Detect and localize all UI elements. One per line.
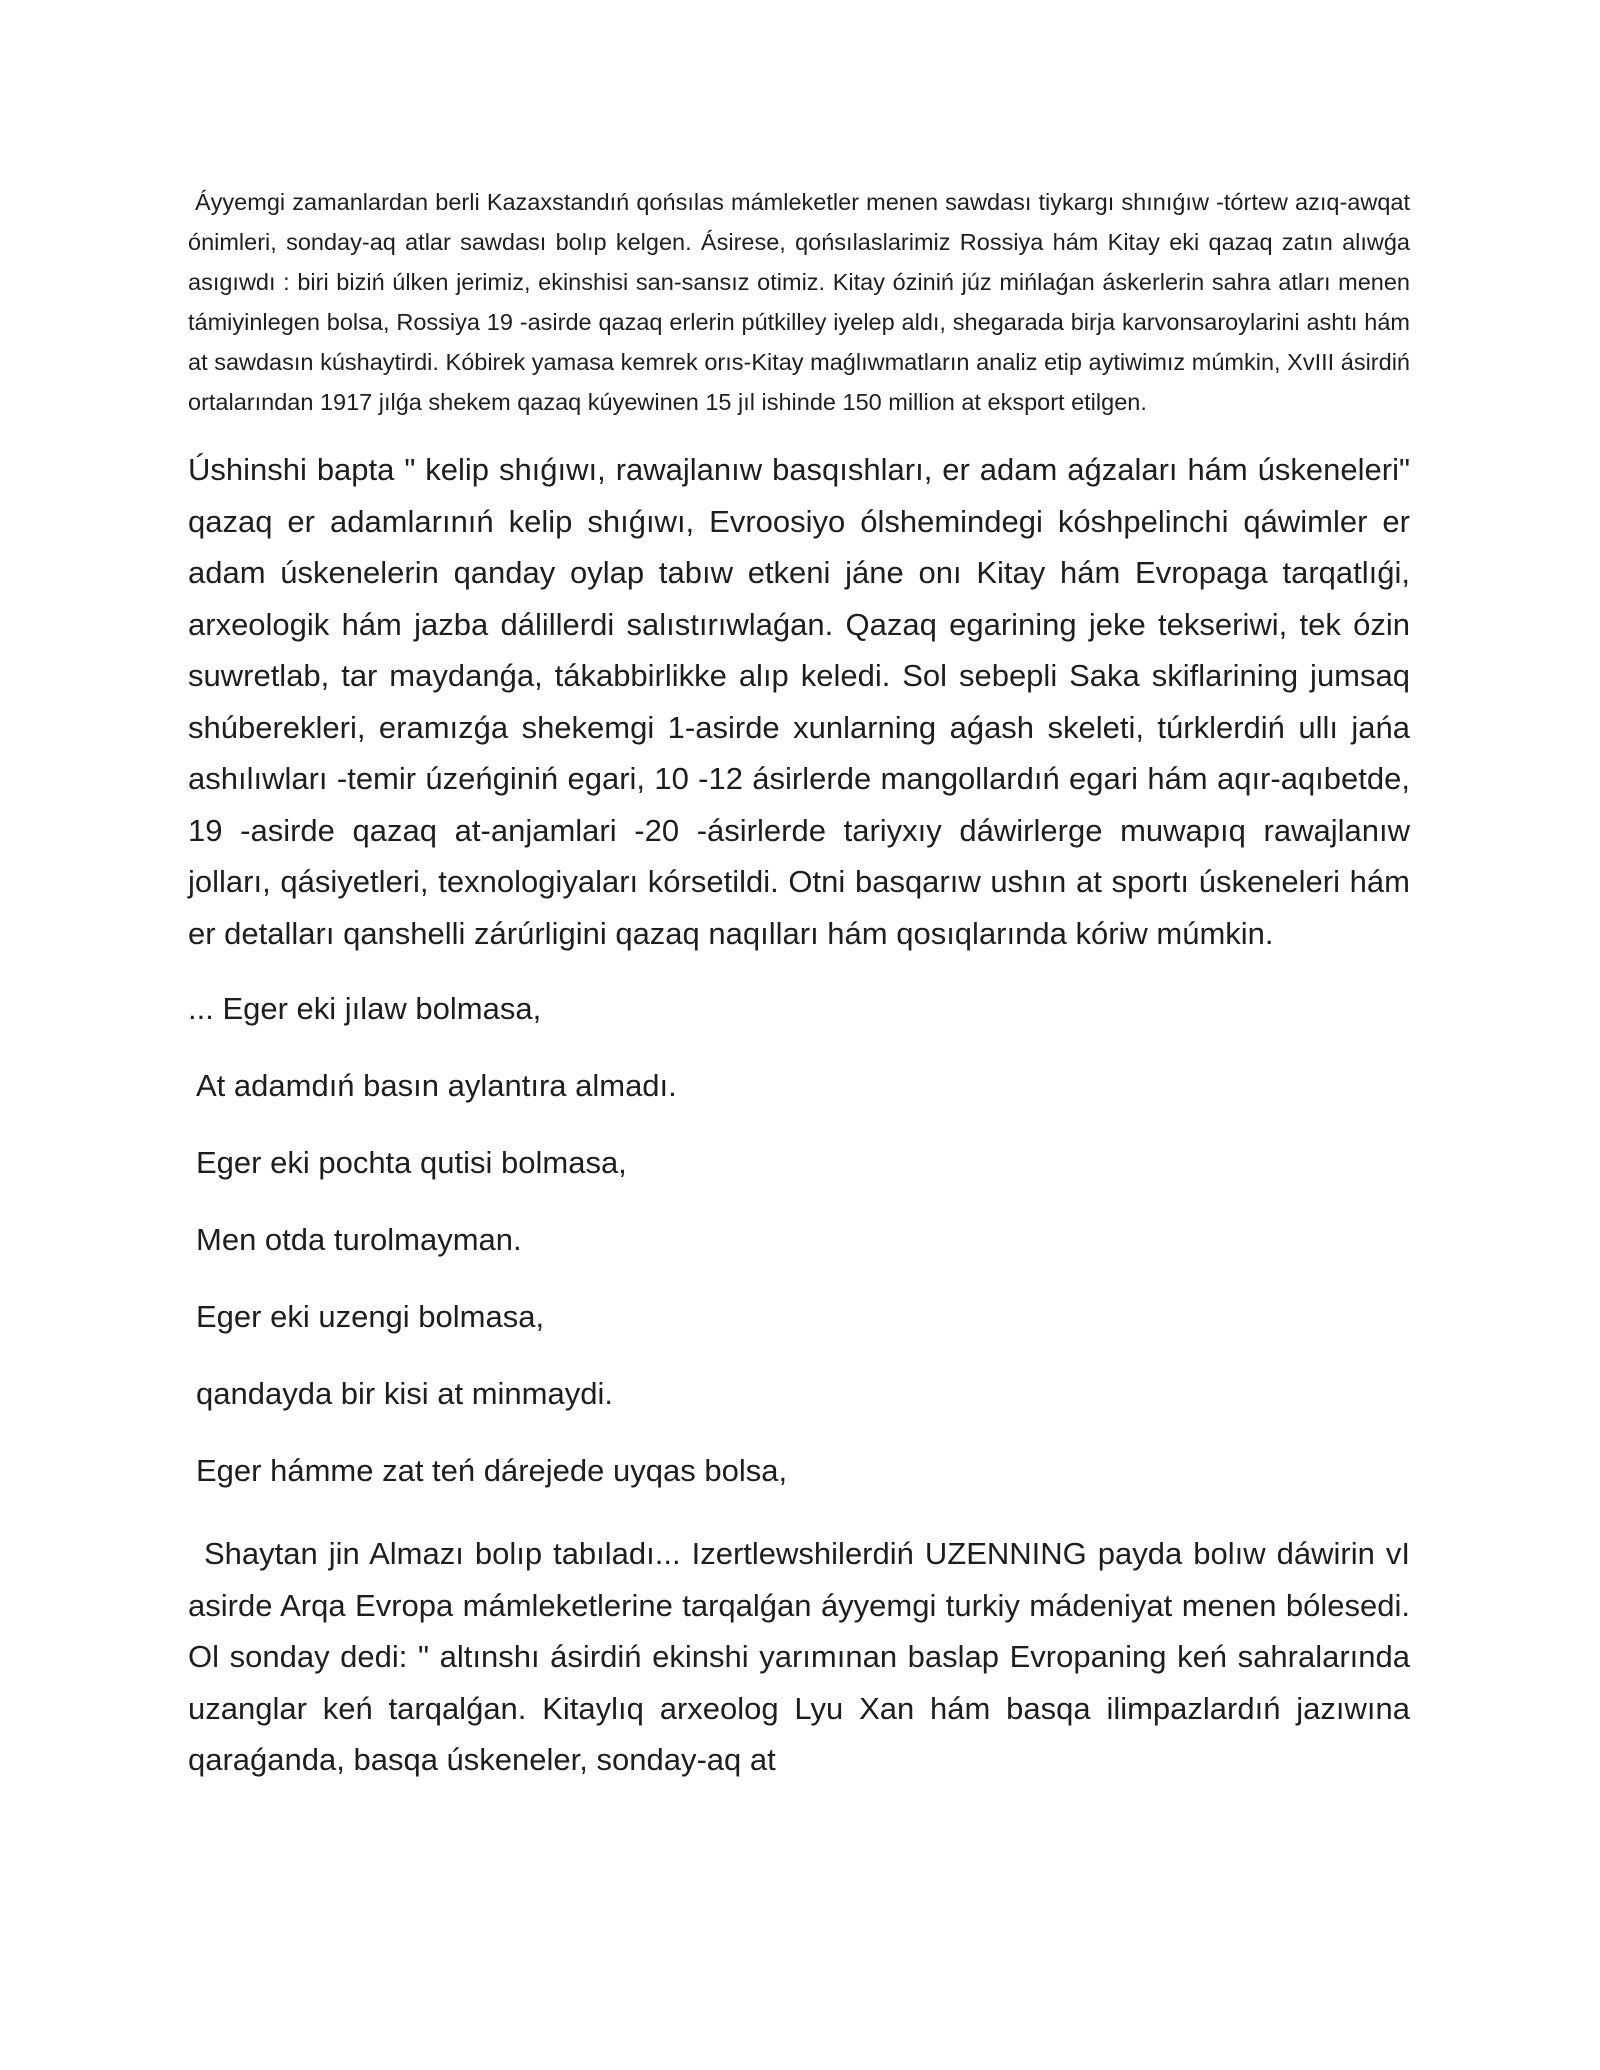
document-body: [188, 182, 1410, 1786]
poem-line: Eger eki pochta qutisi bolmasa,: [196, 1145, 627, 1180]
poem-line: Eger hámme zat teń dárejede uyqas bolsa,: [196, 1453, 788, 1488]
poem-line: Men otda turolmayman.: [196, 1222, 522, 1257]
paragraph-chapter-three: Úshinshi bapta " kelip shıǵıwı, rawajlanıw basqıshları, er adam aǵzaları hám úskeneleri" qazaq er adamlarınıń kelip shıǵıwı, Evroosiyo ólshemindegi kóshpelinchi qáwimler er adam úskenelerin qanday oylap tabıw etkeni jáne onı Kitay hám Evropaga tarqatlıǵi, arxeologik hám jazba dálillerdi salıstırıwlaǵan. Qazaq egarining jeke tekseriwi, tek ózin suwretlab, tar maydanǵa, tákabbirlikke alıp keledi. Sol sebepli Saka skiflarining jumsaq shúberekleri, eramızǵa shekemgi 1-asirde xunlarning aǵash skeleti, túrklerdiń ullı jańa ashılıwları -temir úzeńginiń egari, 10 -12 ásirlerde mangollardıń egari hám aqır-aqıbetde, 19 -asirde qazaq at-anjamlari -20 -ásirlerde tariyxıy dáwirlerge muwapıq rawajlanıw jolları, qásiyetleri, texnologiyaları kórsetildi. Otni basqarıw ushın at sportı úskeneleri hám er detalları qanshelli zárúrligini qazaq naqılları hám qosıqlarında kóriw múmkin.: [188, 452, 1410, 951]
paragraph-intro: Áyyemgi zamanlardan berli Kazaxstandıń qońsılas mámleketler menen sawdası tiykargı shınıǵıw -tórtew azıq-awqat ónimleri, sonday-aq atlar sawdası bolıp kelgen. Ásirese, qońsılaslarimiz Rossiya hám Kitay eki qazaq zatın alıwǵa asıgıwdı : biri biziń úlken jerimiz, ekinshisi san-sansız otimiz. Kitay óziniń júz mińlaǵan áskerlerin sahra atları menen támiyinlegen bolsa, Rossiya 19 -asirde qazaq erlerin pútkilley iyelep aldı, shegarada birja karvonsaroylarini ashtı hám at sawdasın kúshaytirdi. Kóbirek yamasa kemrek orıs-Kitay maǵlıwmatların analiz etip aytiwimız múmkin, XvIII ásirdiń ortalarından 1917 jılǵa shekem qazaq kúyewinen 15 jıl ishinde 150 million at eksport etilgen.: [188, 189, 1410, 415]
paragraph-stirrup-origin: Shaytan jin Almazı bolıp tabıladı... Izertlewshilerdiń UZENNING payda bolıw dáwirin vI asirde Arqa Evropa mámleketlerine tarqalǵan áyyemgi turkiy mádeniyat menen bólesedi. Ol sonday dedi: " altınshı ásirdiń ekinshi yarımınan baslap Evropaning keń sahralarında uzanglar keń tarqalǵan. Kitaylıq arxeolog Lyu Xan hám basqa ilimpazlardıń jazıwına qaraǵanda, basqa úskeneler, sonday-aq at: [188, 1536, 1410, 1777]
poem-line: At adamdıń basın aylantıra almadı.: [196, 1068, 677, 1103]
poem-line: qandayda bir kisi at minmaydi.: [196, 1376, 613, 1411]
poem-line: Eger eki uzengi bolmasa,: [196, 1299, 545, 1334]
poem-block: [188, 989, 1410, 1491]
poem-line: ... Eger eki jılaw bolmasa,: [188, 991, 542, 1026]
